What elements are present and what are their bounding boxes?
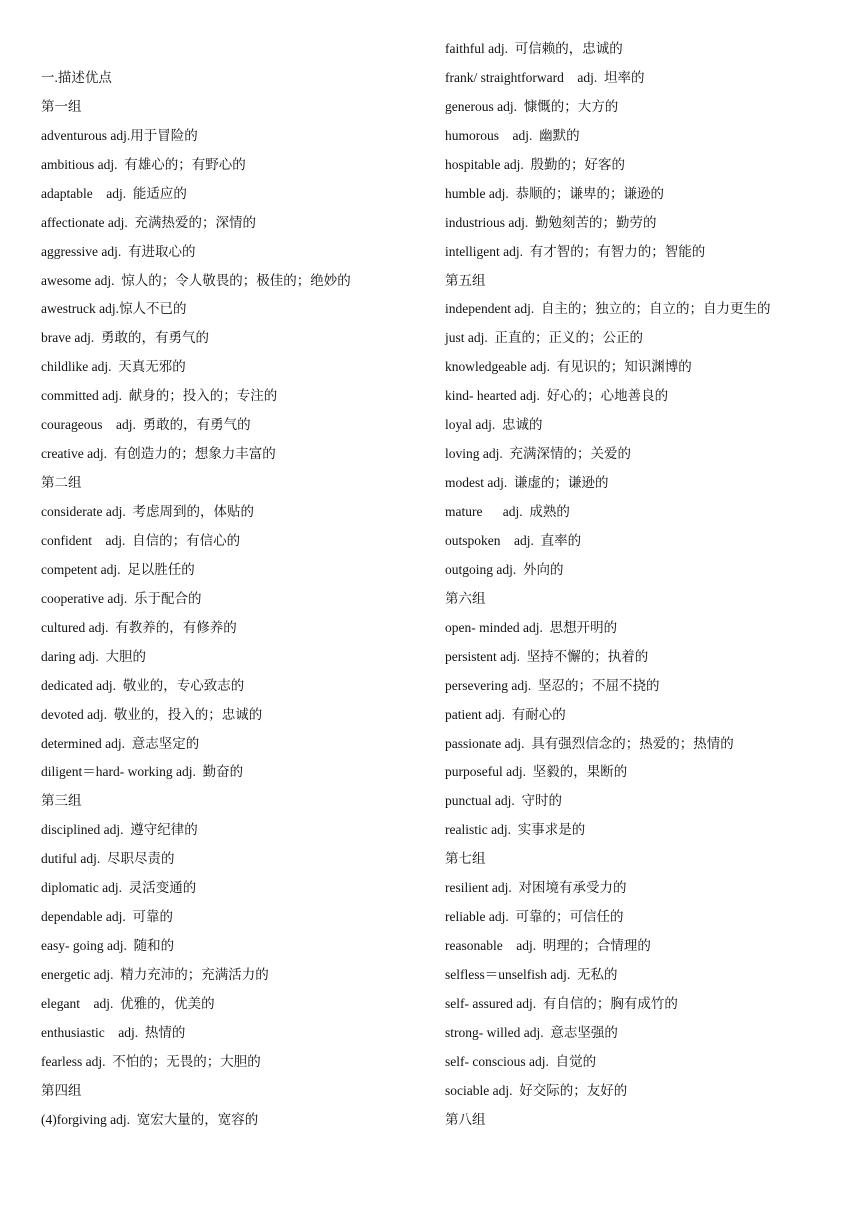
vocab-entry: independent adj. 自主的；独立的；自立的；自力更生的 <box>445 301 771 317</box>
vocab-entry: (4)forgiving adj. 宽宏大量的，宽容的 <box>41 1111 259 1127</box>
left-column <box>41 35 441 1135</box>
vocab-entry: humorous adj. 幽默的 <box>445 127 580 143</box>
vocab-entry: loving adj. 充满深情的；关爱的 <box>445 446 631 462</box>
vocab-entry: confident adj. 自信的；有信心的 <box>41 532 241 548</box>
vocab-entry: disciplined adj. 遵守纪律的 <box>41 822 198 838</box>
vocab-entry: dutiful adj. 尽职尽责的 <box>41 851 175 867</box>
vocab-entry: considerate adj. 考虑周到的，体贴的 <box>41 504 254 519</box>
vocab-entry: outgoing adj. 外向的 <box>445 561 564 577</box>
vocab-entry: passionate adj. 具有强烈信念的；热爱的；热情的 <box>445 735 734 751</box>
group-heading: 第三组 <box>41 793 82 809</box>
vocab-entry: cooperative adj. 乐于配合的 <box>41 590 202 606</box>
vocab-entry: modest adj. 谦虚的；谦逊的 <box>445 475 609 491</box>
vocab-entry: adventurous adj.用于冒险的 <box>41 127 198 143</box>
group-heading: 第二组 <box>41 475 82 491</box>
vocab-entry: outspoken adj. 直率的 <box>445 532 582 548</box>
vocab-entry: creative adj. 有创造力的；想象力丰富的 <box>41 446 276 462</box>
vocab-entry: competent adj. 足以胜任的 <box>41 561 195 577</box>
vocab-entry: childlike adj. 天真无邪的 <box>41 359 186 375</box>
vocab-entry: industrious adj. 勤勉刻苦的；勤劳的 <box>445 214 657 230</box>
vocab-entry: brave adj. 勇敢的，有勇气的 <box>41 330 209 346</box>
vocab-entry: awestruck adj.惊人不已的 <box>41 301 187 317</box>
blank-line <box>41 35 441 64</box>
vocab-entry: strong- willed adj. 意志坚强的 <box>445 1024 618 1040</box>
group-heading: 第五组 <box>445 272 486 288</box>
vocab-entry: affectionate adj. 充满热爱的；深情的 <box>41 214 256 230</box>
vocab-entry: realistic adj. 实事求是的 <box>445 822 586 838</box>
vocab-entry: punctual adj. 守时的 <box>445 793 562 809</box>
vocab-entry: dedicated adj. 敬业的，专心致志的 <box>41 677 245 693</box>
vocab-entry: awesome adj. 惊人的；令人敬畏的；极佳的；绝妙的 <box>41 272 351 288</box>
vocab-entry: self- assured adj. 有自信的；胸有成竹的 <box>445 995 678 1011</box>
vocab-entry: knowledgeable adj. 有见识的；知识渊博的 <box>445 359 692 375</box>
vocab-entry: reliable adj. 可靠的；可信任的 <box>445 909 624 925</box>
vocab-entry: selfless＝unselfish adj. 无私的 <box>445 967 618 982</box>
vocab-entry: resilient adj. 对困境有承受力的 <box>445 880 627 896</box>
section-heading: 一.描述优点 <box>41 69 112 85</box>
group-heading: 第一组 <box>41 98 82 114</box>
vocab-entry: sociable adj. 好交际的；友好的 <box>445 1082 628 1098</box>
group-heading: 第七组 <box>445 851 486 867</box>
vocab-entry: open- minded adj. 思想开明的 <box>445 619 618 635</box>
vocab-entry: persistent adj. 坚持不懈的；执着的 <box>445 648 649 664</box>
vocab-entry: aggressive adj. 有进取心的 <box>41 243 196 259</box>
group-heading: 第六组 <box>445 590 486 606</box>
vocab-entry: courageous adj. 勇敢的，有勇气的 <box>41 417 251 433</box>
vocab-entry: diligent＝hard- working adj. 勤奋的 <box>41 764 244 780</box>
vocab-entry: kind- hearted adj. 好心的；心地善良的 <box>445 388 669 404</box>
vocab-entry: easy- going adj. 随和的 <box>41 938 175 954</box>
vocab-entry: ambitious adj. 有雄心的；有野心的 <box>41 156 246 172</box>
vocab-entry: patient adj. 有耐心的 <box>445 706 566 722</box>
vocab-entry: daring adj. 大胆的 <box>41 648 146 664</box>
vocab-entry: purposeful adj. 坚毅的，果断的 <box>445 764 628 780</box>
vocab-entry: adaptable adj. 能适应的 <box>41 185 187 201</box>
vocab-entry: just adj. 正直的；正义的；公正的 <box>445 330 643 346</box>
vocab-entry: diplomatic adj. 灵活变通的 <box>41 880 197 896</box>
vocab-entry: mature adj. 成熟的 <box>445 504 570 519</box>
group-heading: 第八组 <box>445 1111 486 1127</box>
right-column <box>445 35 845 1135</box>
vocab-entry: cultured adj. 有教养的，有修养的 <box>41 619 237 635</box>
vocab-entry: reasonable adj. 明理的；合情理的 <box>445 938 651 954</box>
vocab-entry: energetic adj. 精力充沛的；充满活力的 <box>41 967 269 982</box>
vocab-entry: dependable adj. 可靠的 <box>41 909 173 925</box>
vocab-entry: frank/ straightforward adj. 坦率的 <box>445 69 645 85</box>
vocab-entry: loyal adj. 忠诚的 <box>445 417 543 433</box>
vocab-entry: enthusiastic adj. 热情的 <box>41 1024 186 1040</box>
vocab-entry: faithful adj. 可信赖的，忠诚的 <box>445 41 623 56</box>
vocab-entry: determined adj. 意志坚定的 <box>41 735 200 751</box>
vocab-entry: intelligent adj. 有才智的；有智力的；智能的 <box>445 243 706 259</box>
vocab-entry: elegant adj. 优雅的，优美的 <box>41 995 215 1011</box>
vocab-entry: generous adj. 慷慨的；大方的 <box>445 98 619 114</box>
vocab-entry: committed adj. 献身的；投入的；专注的 <box>41 388 278 404</box>
vocab-entry: persevering adj. 坚忍的；不屈不挠的 <box>445 677 660 693</box>
vocab-entry: self- conscious adj. 自觉的 <box>445 1053 597 1069</box>
group-heading: 第四组 <box>41 1082 82 1098</box>
vocab-entry: humble adj. 恭顺的；谦卑的；谦逊的 <box>445 185 664 201</box>
vocab-entry: hospitable adj. 殷勤的；好客的 <box>445 156 625 172</box>
vocab-entry: devoted adj. 敬业的，投入的；忠诚的 <box>41 706 263 722</box>
vocab-entry: fearless adj. 不怕的；无畏的；大胆的 <box>41 1053 261 1069</box>
